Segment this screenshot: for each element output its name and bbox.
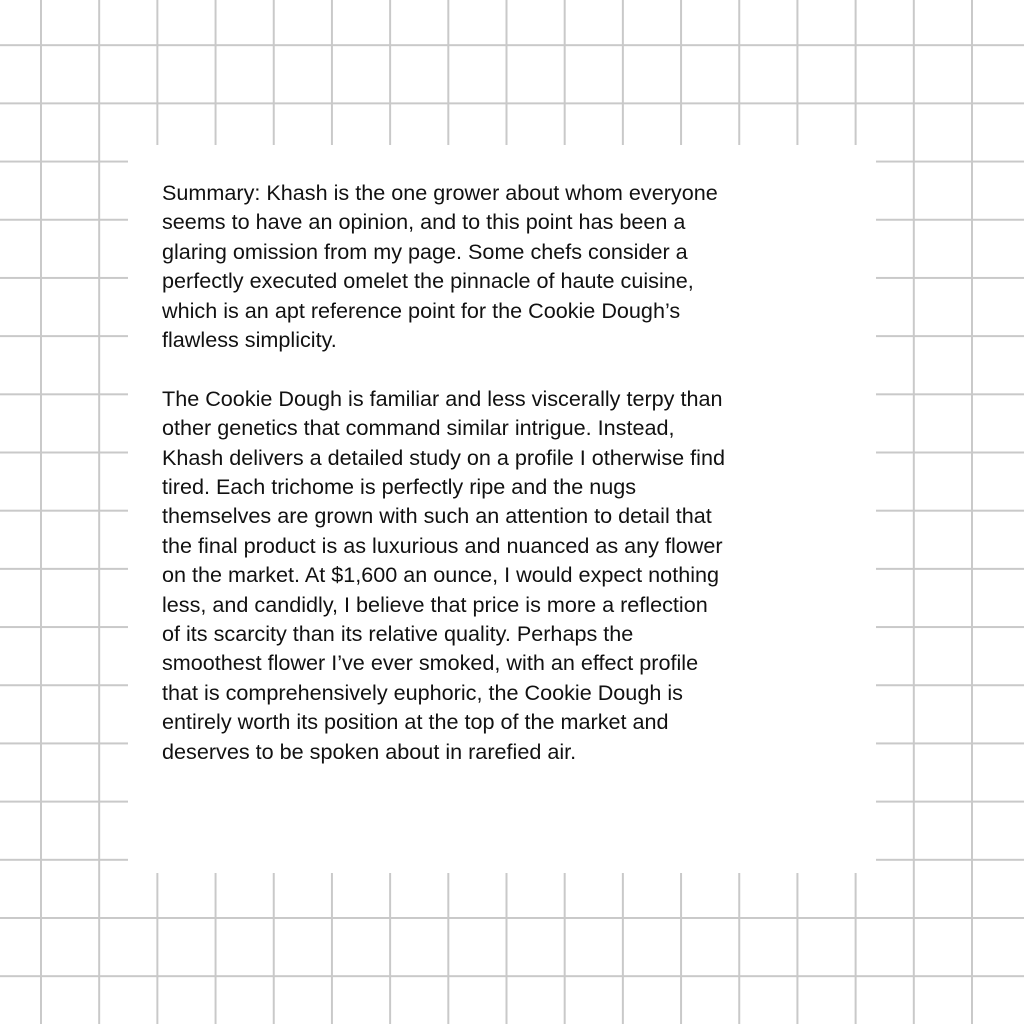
review-card — [128, 145, 876, 873]
summary-paragraph: Summary: Khash is the one grower about whom everyone seems to have an opinion, and to this point has been a glaring omission from my page. Some chefs consider a perfectly executed omelet the pinnacle of haute cuisine, which is an apt reference point for the Cookie Dough’s flawless simplicity. — [162, 180, 718, 353]
review-paragraph: The Cookie Dough is familiar and less viscerally terpy than other genetics that command similar intrigue. Instead, Khash delivers a detailed study on a profile I otherwise find tired. Each trichome is perfectly ripe and the nugs themselves are grown with such an attention to detail that the final product is as luxurious and nuanced as any flower on the market. At $1,600 an ounce, I would expect nothing less, and candidly, I believe that price is more a reflection of its scarcity than its relative quality. Perhaps the smoothest flower I’ve ever smoked, with an effect profile that is comprehensively euphoric, the Cookie Dough is entirely worth its position at the top of the market and deserves to be spoken about in rarefied air. — [162, 385, 725, 764]
